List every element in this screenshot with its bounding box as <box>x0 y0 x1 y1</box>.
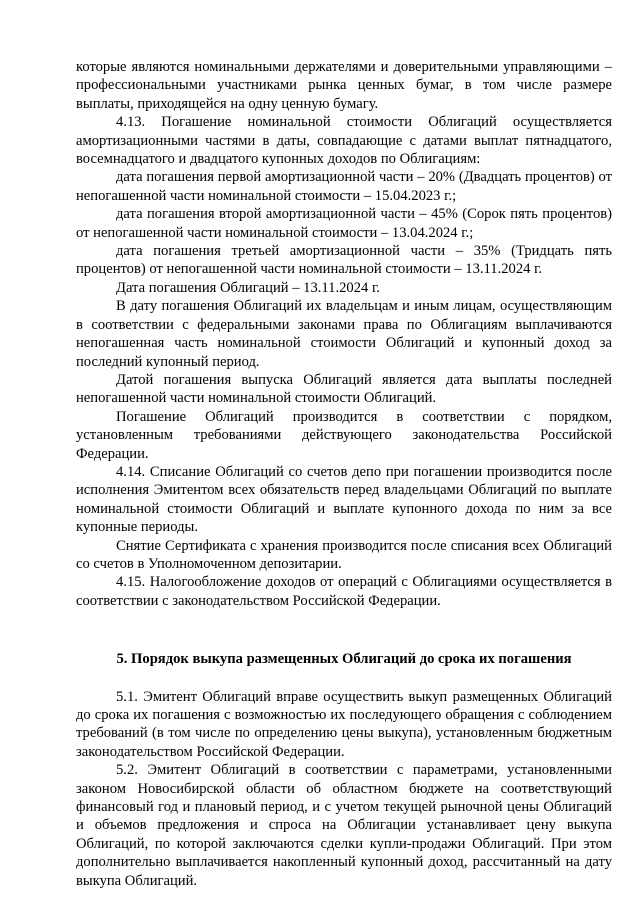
paragraph-continuation: которые являются номинальными держателями и доверительными управляющими – профессиональными участниками рынка ценных бумаг, в том числе размере выплаты, приходящейся на одну ценную бумагу. <box>76 59 612 112</box>
paragraph-third-amortization: дата погашения третьей амортизационной части – 35% (Тридцать пять процентов) от непогашенной части номинальной стоимости – 13.11.2024 г. <box>76 243 612 278</box>
paragraph-first-amortization: дата погашения первой амортизационной части – 20% (Двадцать процентов) от непогашенной части номинальной стоимости – 15.04.2023 г.; <box>76 169 612 204</box>
paragraph-second-amortization: дата погашения второй амортизационной части – 45% (Сорок пять процентов) от непогашенной части номинальной стоимости – 13.04.2024 г.; <box>76 206 612 241</box>
paragraph-4-13: 4.13. Погашение номинальной стоимости Облигаций осуществляется амортизационными частями в даты, совпадающие с датами выплат пятнадцатого, восемнадцатого и двадцатого купонных доходов по Облигациям: <box>76 114 612 168</box>
document-page <box>76 58 612 890</box>
paragraph-4-15: 4.15. Налогообложение доходов от операций с Облигациями осуществляется в соответствии с законодательством Российской Федерации. <box>76 574 612 609</box>
paragraph-5-1: 5.1. Эмитент Облигаций вправе осуществить выкуп размещенных Облигаций до срока их погашения с возможностью их последующего обращения с соблюдением требований (в том числе по определению цены выкупа), установленным бюджетным законодательством Российской Федерации. <box>76 688 612 760</box>
paragraph-maturity-payment: В дату погашения Облигаций их владельцам и иным лицам, осуществляющим в соответствии с федеральными законами права по Облигациям выплачиваются непогашенная часть номинальной стоимости Облигаций и купонный доход за последний купонный период. <box>76 298 612 370</box>
section-5-heading: 5. Порядок выкупа размещенных Облигаций до срока их погашения <box>116 651 572 668</box>
paragraph-maturity-date: Дата погашения Облигаций – 13.11.2024 г. <box>116 279 380 296</box>
paragraph-issue-maturity: Датой погашения выпуска Облигаций является дата выплаты последней непогашенной части номинальной стоимости Облигаций. <box>76 371 612 407</box>
paragraph-certificate-removal: Снятие Сертификата с хранения производится после списания всех Облигаций со счетов в Уполномоченном депозитарии. <box>76 537 612 572</box>
paragraph-4-14: 4.14. Списание Облигаций со счетов депо при погашении производится после исполнения Эмитентом всех обязательств перед владельцами Облигаций по выплате номинальной стоимости Облигаций и выплате купонного дохода по ним за все купонные периоды. <box>76 463 612 536</box>
paragraph-redemption-order: Погашение Облигаций производится в соответствии с порядком, установленным требованиями действующего законодательства Российской Федерации. <box>76 408 612 462</box>
paragraph-5-2: 5.2. Эмитент Облигаций в соответствии с параметрами, установленными законом Новосибирской области об областном бюджете на соответствующий финансовый год и плановый период, и с учетом текущей рыночной цены Облигаций и объемов предложения и спроса на Облигации устанавливает цену выкупа Облигаций, по которой заключаются сделки купли-продажи Облигаций. При этом дополнительно выплачивается накопленный купонный доход, рассчитанный на дату выкупа Облигаций. <box>76 762 612 889</box>
